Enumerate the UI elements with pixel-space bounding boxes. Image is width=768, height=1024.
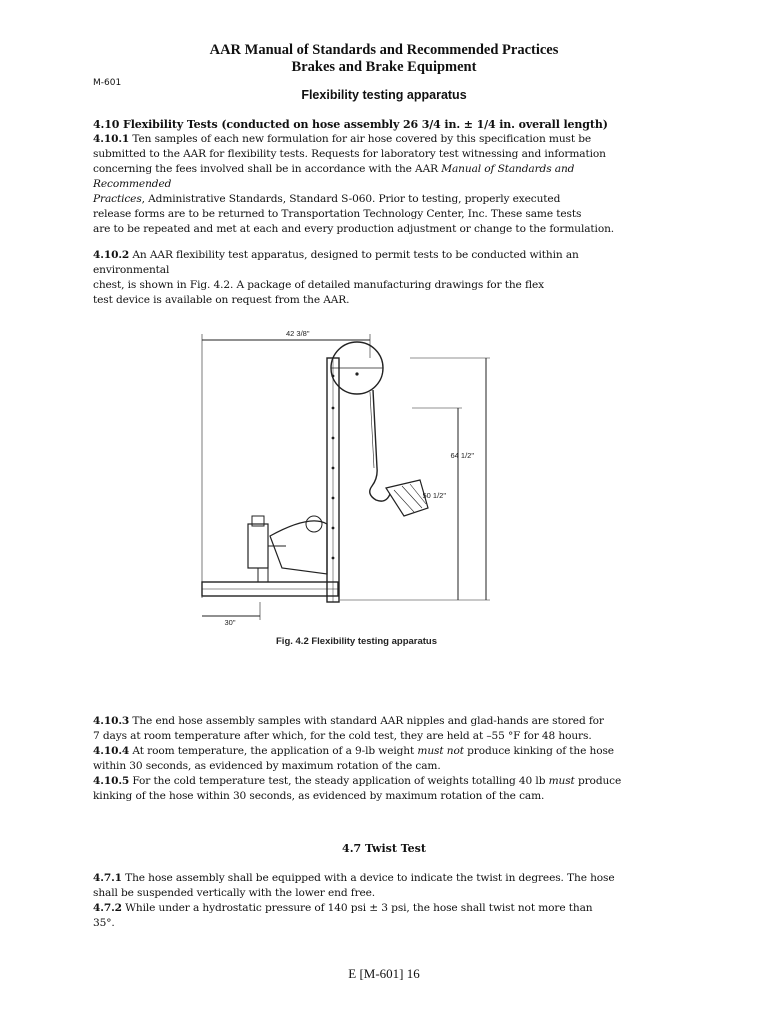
paragraph-number: 4.7.2 bbox=[93, 902, 122, 914]
paragraph-text bbox=[93, 774, 693, 789]
paragraph-text: Ten samples of each new formulation for air hose covered by this specification must be bbox=[129, 133, 592, 145]
section-heading: 4.10 Flexibility Tests (conducted on hose assembly 26 3/4 in. ± 1/4 in. overall length) bbox=[93, 118, 608, 131]
paragraph-4-10-1 bbox=[93, 132, 693, 147]
paragraph-text bbox=[93, 871, 693, 886]
document-subtitle: Brakes and Brake Equipment bbox=[291, 59, 477, 75]
paragraph-text bbox=[93, 744, 693, 759]
manual-title-italic: Recommended bbox=[93, 178, 172, 190]
paragraphs-4-10-3-to-5 bbox=[93, 714, 693, 804]
flexibility-apparatus-figure bbox=[190, 318, 510, 658]
text-run: produce kinking of the hose bbox=[463, 745, 614, 757]
emphasis-italic: must not bbox=[417, 745, 464, 757]
text-run: While under a hydrostatic pressure of 140 psi ± 3 psi, the hose shall twist not more than bbox=[121, 902, 593, 914]
text-run: concerning the fees involved shall be in accordance with the AAR bbox=[93, 163, 442, 175]
page-footer: E [M-601] 16 bbox=[348, 966, 420, 981]
text-run: An AAR flexibility test apparatus, designed to permit tests to be conducted within an bbox=[129, 249, 579, 261]
manual-title-italic: Manual of Standards and bbox=[441, 163, 575, 175]
paragraph-text: environmental bbox=[93, 264, 170, 276]
paragraph-text: are to be repeated and met at each and every production adjustment or change to the formulation. bbox=[93, 223, 615, 235]
text-run: The hose assembly shall be equipped with a device to indicate the twist in degrees. The hose bbox=[121, 872, 615, 884]
paragraph-number: 4.10.3 bbox=[93, 715, 130, 727]
paragraph-4-10-2 bbox=[93, 248, 693, 308]
document-title: AAR Manual of Standards and Recommended Practices bbox=[209, 42, 559, 58]
figure-caption: Fig. 4.2 Flexibility testing apparatus bbox=[276, 636, 438, 647]
paragraph-text: 7 days at room temperature after which, for the cold test, they are held at –55 °F for 48 hours. bbox=[93, 730, 592, 742]
hose-clamp-assembly bbox=[248, 524, 268, 568]
paragraph-text bbox=[93, 192, 693, 207]
lower-cam-housing bbox=[270, 521, 327, 574]
paragraph-text: chest, is shown in Fig. 4.2. A package of detailed manufacturing drawings for the flex bbox=[93, 279, 545, 291]
paragraph-text bbox=[93, 162, 693, 177]
text-run: At room temperature, the application of a 9-lb weight bbox=[129, 745, 418, 757]
paragraph-number: 4.10.4 bbox=[93, 745, 130, 757]
paragraph-number: 4.10.1 bbox=[93, 133, 130, 145]
paragraph-text: 35°. bbox=[93, 917, 115, 929]
section-4-10 bbox=[93, 117, 693, 237]
paragraph-text: shall be suspended vertically with the lower end free. bbox=[93, 887, 376, 899]
text-run: produce bbox=[574, 775, 622, 787]
paragraph-number: 4.10.5 bbox=[93, 775, 130, 787]
emphasis-italic: must bbox=[548, 775, 575, 787]
section-heading-4-7: 4.7 Twist Test bbox=[342, 842, 426, 855]
document-code: M-601 bbox=[93, 78, 122, 88]
paragraph-text: release forms are to be returned to Transportation Technology Center, Inc. These same tests bbox=[93, 208, 582, 220]
text-run: , Administrative Standards, Standard S-060. Prior to testing, properly executed bbox=[141, 193, 561, 205]
paragraph-text bbox=[93, 714, 693, 729]
text-run: The end hose assembly samples with standard AAR nipples and glad-hands are stored for bbox=[129, 715, 604, 727]
dimension-label-total-height: 64 1/2" bbox=[450, 451, 474, 460]
paragraph-text: submitted to the AAR for flexibility tests. Requests for laboratory test witnessing and information bbox=[93, 148, 606, 160]
text-run: For the cold temperature test, the steady application of weights totalling 40 lb bbox=[129, 775, 549, 787]
manual-title-italic: Practices bbox=[93, 193, 142, 205]
paragraph-text: within 30 seconds, as evidenced by maximum rotation of the cam. bbox=[93, 760, 441, 772]
paragraph-text: kinking of the hose within 30 seconds, as evidenced by maximum rotation of the cam. bbox=[93, 790, 545, 802]
paragraph-text bbox=[93, 901, 693, 916]
dimension-label-width: 42 3/8" bbox=[286, 329, 310, 338]
paragraph-text bbox=[93, 248, 693, 263]
dimension-label-base: 30" bbox=[224, 618, 236, 627]
paragraph-text: test device is available on request from the AAR. bbox=[93, 294, 350, 306]
dimension-label-cam-height: 50 1/2" bbox=[422, 491, 446, 500]
paragraph-number: 4.7.1 bbox=[93, 872, 122, 884]
section-4-7 bbox=[93, 871, 693, 931]
paragraph-number: 4.10.2 bbox=[93, 249, 130, 261]
section-subtitle: Flexibility testing apparatus bbox=[301, 88, 467, 102]
